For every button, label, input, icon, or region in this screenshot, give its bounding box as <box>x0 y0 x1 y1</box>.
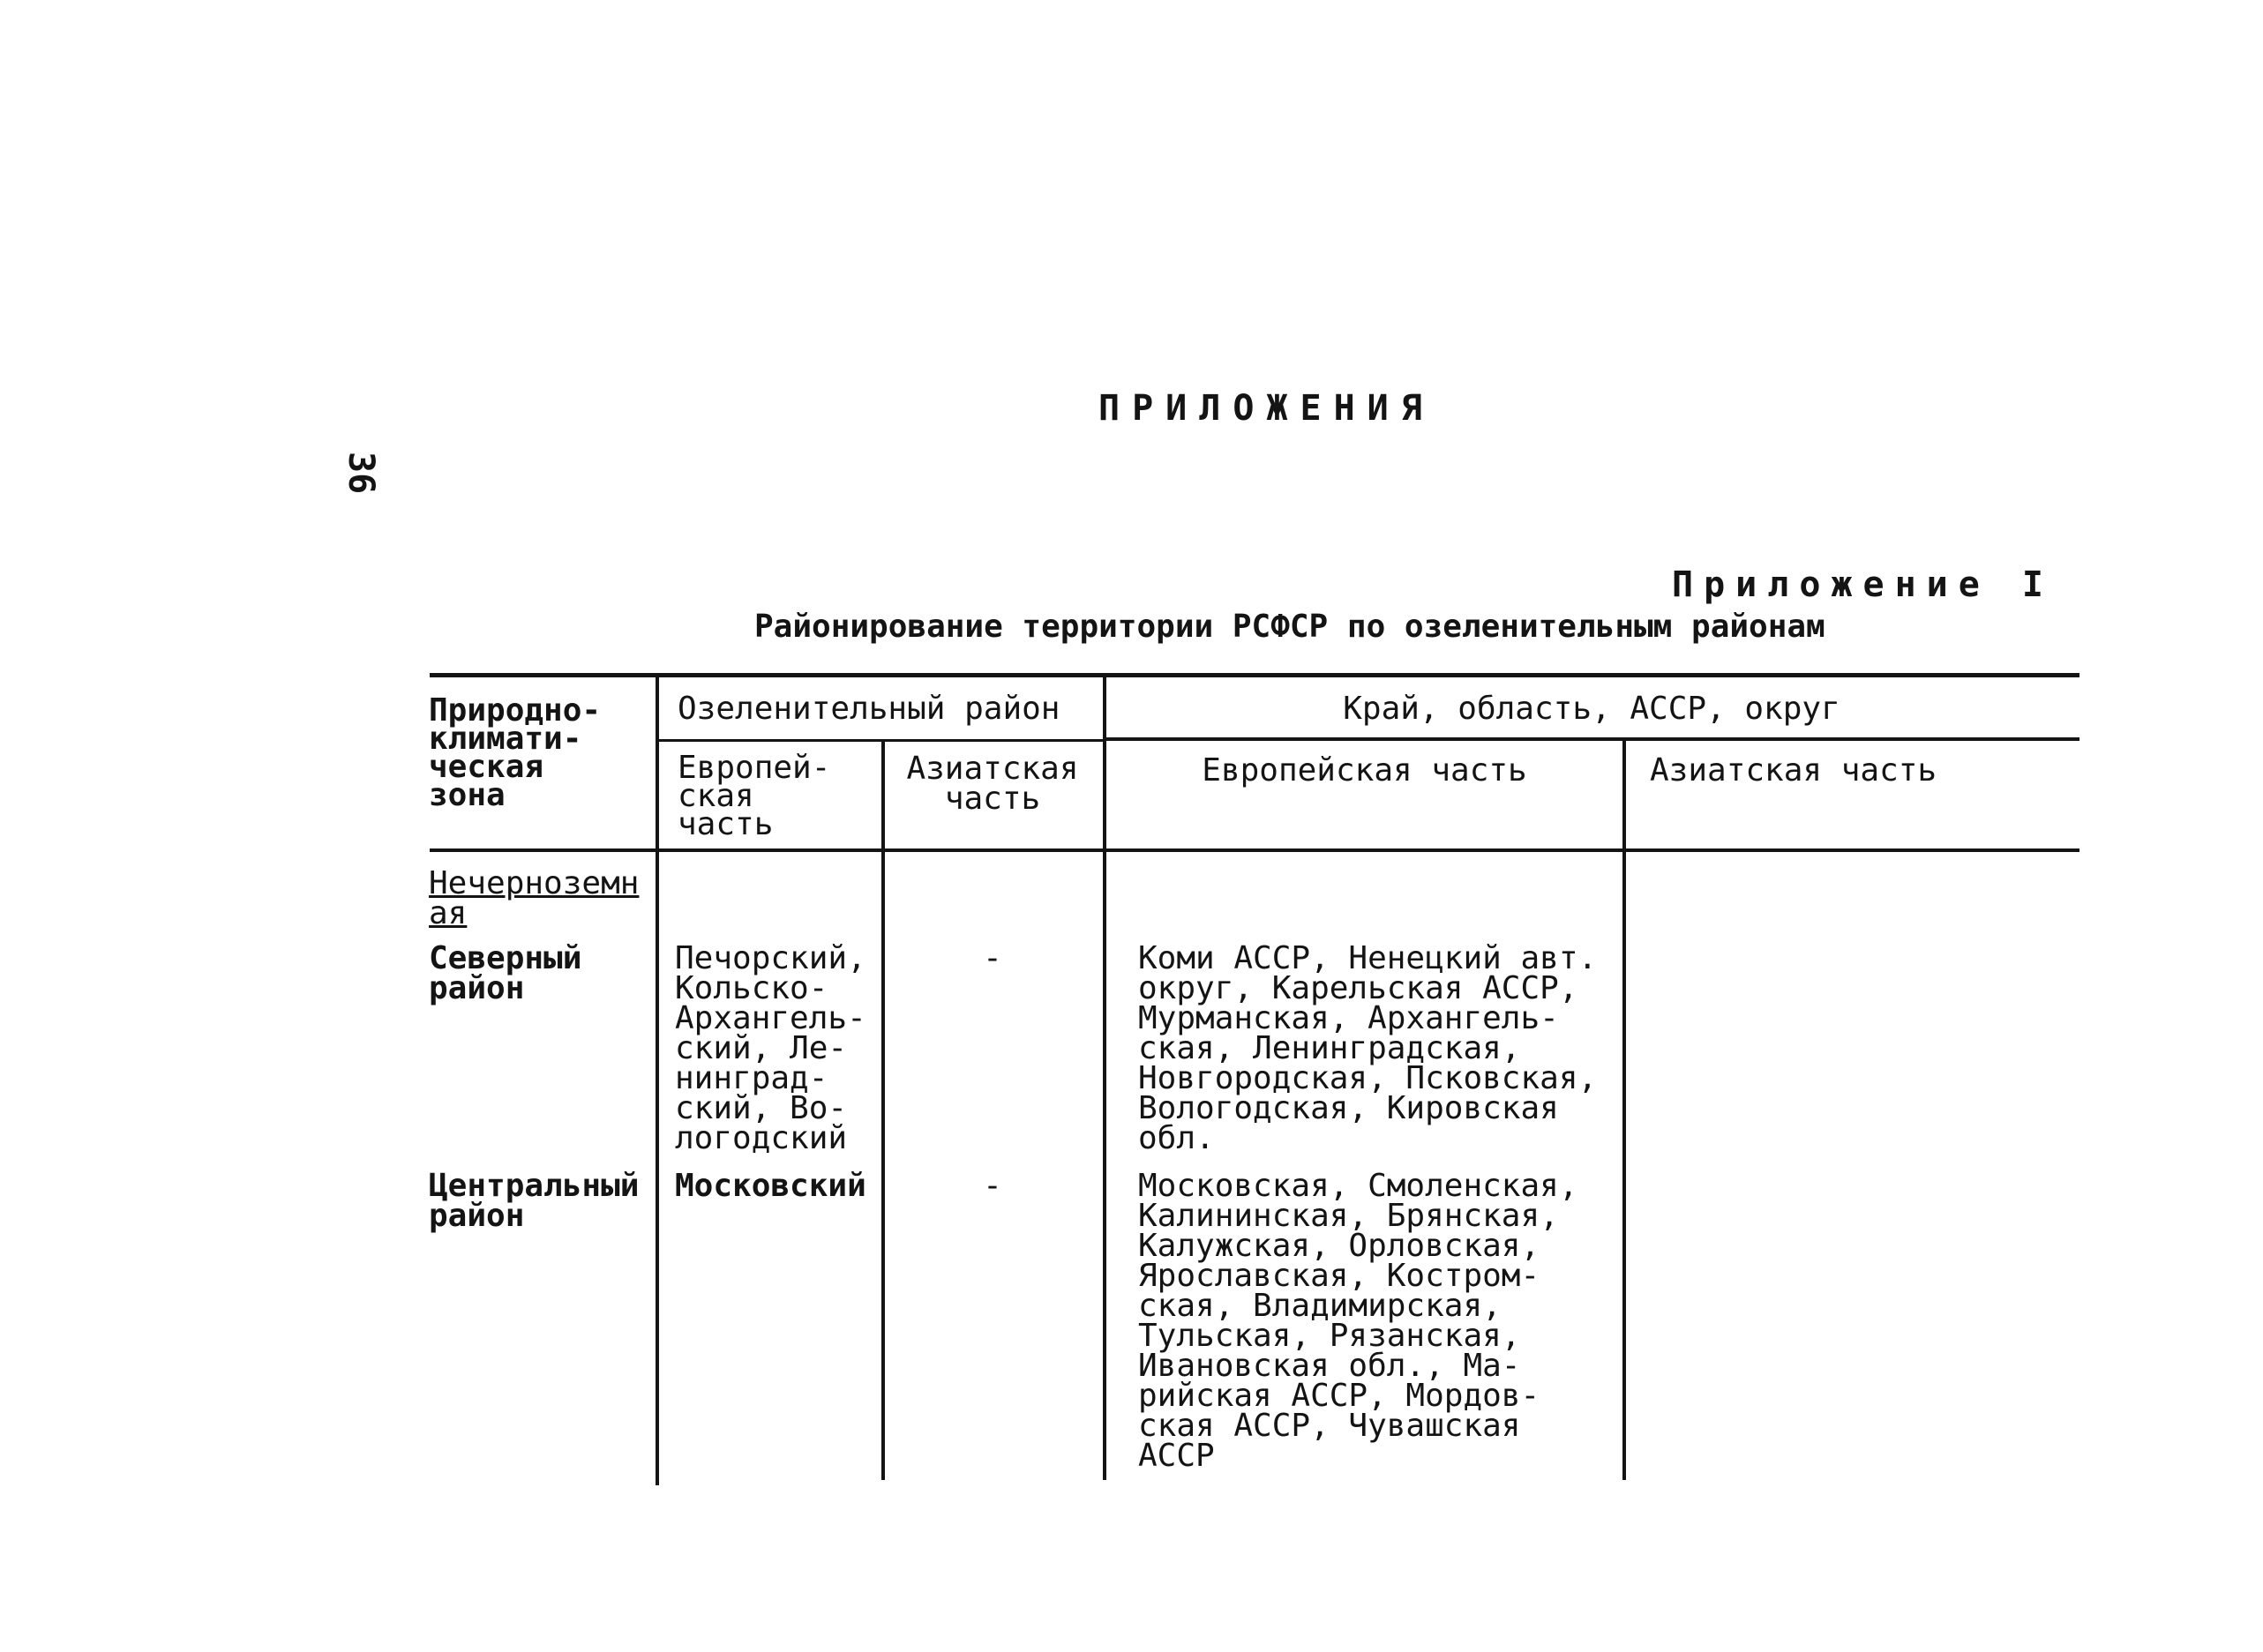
header-territory-european: Европейская часть <box>1202 752 1527 789</box>
table-title: Районирование территории РСФСР по озеленительным районам <box>754 609 1825 645</box>
row-central-zone: Центральный район <box>429 1168 640 1234</box>
row-north-greening-asian: - <box>983 940 1002 976</box>
row-north-territory-european: Коми АССР, Ненецкий авт. округ, Карельская АССР, Мурманская, Архангель- ская, Ленинградская, Новгородская, Псковская, Вологодская, Кировская обл. <box>1138 940 1598 1156</box>
page-heading: ПРИЛОЖЕНИЯ <box>1098 388 1435 429</box>
page-number: 36 <box>341 452 381 495</box>
row-central-territory-european: Московская, Смоленская, Калининская, Брянская, Калужская, Орловская, Ярославская, Костром- ская, Владимирская, Тульская, Рязанская, Ивановская обл., Ма- рийская АССР, Мордов- ская АССР, Чувашская АССР <box>1138 1168 1578 1474</box>
header-bottom-rule <box>430 848 2079 852</box>
row-north-zone: Северный район <box>429 940 582 1006</box>
section-label: Нечерноземная <box>429 865 640 931</box>
col-rule-3 <box>1103 676 1106 1480</box>
table-top-rule <box>430 673 2079 677</box>
row-north-greening-european: Печорский, Кольско- Архангель- ский, Ле- нинград- ский, Во- логодский <box>675 940 866 1156</box>
row-central-greening-european: Московский <box>675 1168 866 1204</box>
header-greening-european: Европей- ская часть <box>678 750 831 842</box>
header-greening-asian: Азиатская часть <box>906 751 1079 817</box>
header-greening-region: Озеленительный район <box>678 691 1060 727</box>
appendix-label: Приложение I <box>1672 564 2054 605</box>
header-territory-asian: Азиатская часть <box>1650 752 1937 789</box>
col-rule-2 <box>881 741 885 1480</box>
header-split-rule-territory <box>1105 737 2079 741</box>
row-central-greening-asian: - <box>983 1168 1002 1204</box>
header-zone: Природно- климати- ческая зона <box>429 692 602 813</box>
col-rule-1 <box>656 676 659 1485</box>
col-rule-4 <box>1622 739 1626 1480</box>
header-territory: Край, область, АССР, округ <box>1343 691 1840 727</box>
